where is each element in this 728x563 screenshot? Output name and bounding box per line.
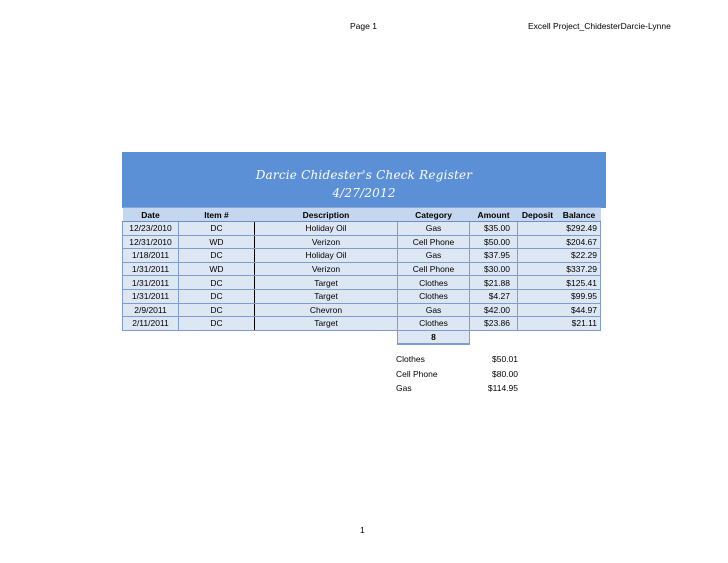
- cell-description: Target: [255, 317, 398, 331]
- table-row: [123, 222, 601, 236]
- page-header-right: Excell Project_ChidesterDarcie-Lynne: [528, 21, 671, 31]
- summary-row: [396, 369, 518, 384]
- cell-item: WD: [179, 262, 255, 276]
- cell-description: Target: [255, 276, 398, 290]
- cell-amount: $50.00: [470, 235, 518, 249]
- summary-row: [396, 383, 518, 398]
- summary-label: Gas: [396, 383, 412, 393]
- cell-category: Gas: [398, 249, 470, 263]
- check-register-table: [122, 207, 601, 345]
- summary-value: $114.95: [487, 383, 518, 393]
- cell-date: 1/31/2011: [123, 276, 179, 290]
- cell-item: WD: [179, 235, 255, 249]
- column-header-description: Description: [255, 208, 398, 222]
- cell-date: 1/31/2011: [123, 289, 179, 303]
- cell-balance: $99.95: [558, 289, 601, 303]
- cell-date: 12/31/2010: [123, 235, 179, 249]
- table-row: [123, 235, 601, 249]
- table-row: [123, 317, 601, 331]
- cell-item: DC: [179, 289, 255, 303]
- column-header-amount: Amount: [470, 208, 518, 222]
- cell-category: Clothes: [398, 276, 470, 290]
- cell-date: 1/18/2011: [123, 249, 179, 263]
- cell-description: Holiday Oil: [255, 222, 398, 236]
- category-summary: [396, 354, 518, 398]
- cell-balance: $204.67: [558, 235, 601, 249]
- cell-item: DC: [179, 222, 255, 236]
- cell-deposit: [518, 235, 558, 249]
- cell-date: 1/31/2011: [123, 262, 179, 276]
- cell-category: Clothes: [398, 317, 470, 331]
- summary-label: Clothes: [396, 354, 425, 364]
- column-header-deposit: Deposit: [518, 208, 558, 222]
- column-header-category: Category: [398, 208, 470, 222]
- page-header-left: Page 1: [350, 21, 377, 31]
- cell-balance: $44.97: [558, 303, 601, 317]
- cell-category: Clothes: [398, 289, 470, 303]
- cell-category: Cell Phone: [398, 235, 470, 249]
- cell-amount: $30.00: [470, 262, 518, 276]
- cell-amount: $35.00: [470, 222, 518, 236]
- cell-category: Gas: [398, 222, 470, 236]
- cell-description: Chevron: [255, 303, 398, 317]
- summary-row: [396, 354, 518, 369]
- register-title: Darcie Chidester's Check Register: [255, 168, 473, 182]
- cell-amount: $4.27: [470, 289, 518, 303]
- summary-label: Cell Phone: [396, 368, 438, 379]
- register-banner: [122, 152, 606, 208]
- table-header-row: [123, 208, 601, 222]
- cell-deposit: [518, 303, 558, 317]
- cell-item: DC: [179, 303, 255, 317]
- cell-description: Verizon: [255, 235, 398, 249]
- cell-balance: $292.49: [558, 222, 601, 236]
- cell-amount: $23.86: [470, 317, 518, 331]
- cell-item: DC: [179, 317, 255, 331]
- cell-category: Cell Phone: [398, 262, 470, 276]
- summary-value: $50.01: [492, 354, 518, 364]
- cell-item: DC: [179, 276, 255, 290]
- cell-date: 2/9/2011: [123, 303, 179, 317]
- cell-balance: $125.41: [558, 276, 601, 290]
- cell-description: Holiday Oil: [255, 249, 398, 263]
- cell-item: DC: [179, 249, 255, 263]
- table-row: [123, 262, 601, 276]
- column-header-item: Item #: [179, 208, 255, 222]
- cell-deposit: [518, 262, 558, 276]
- cell-amount: $21.88: [470, 276, 518, 290]
- cell-deposit: [518, 249, 558, 263]
- count-row: [123, 330, 601, 344]
- column-header-date: Date: [123, 208, 179, 222]
- page-number: 1: [360, 525, 365, 535]
- category-count-cell: 8: [398, 330, 470, 344]
- table-row: [123, 276, 601, 290]
- cell-date: 12/23/2010: [123, 222, 179, 236]
- cell-balance: $21.11: [558, 317, 601, 331]
- cell-amount: $37.95: [470, 249, 518, 263]
- register-date: 4/27/2012: [332, 186, 396, 200]
- table-row: [123, 289, 601, 303]
- cell-date: 2/11/2011: [123, 317, 179, 331]
- cell-deposit: [518, 276, 558, 290]
- summary-value: $80.00: [492, 368, 518, 379]
- cell-balance: $22.29: [558, 249, 601, 263]
- cell-category: Gas: [398, 303, 470, 317]
- cell-amount: $42.00: [470, 303, 518, 317]
- cell-balance: $337.29: [558, 262, 601, 276]
- cell-description: Verizon: [255, 262, 398, 276]
- cell-description: Target: [255, 289, 398, 303]
- table-row: [123, 249, 601, 263]
- cell-deposit: [518, 317, 558, 331]
- table-row: [123, 303, 601, 317]
- cell-deposit: [518, 222, 558, 236]
- column-header-balance: Balance: [558, 208, 601, 222]
- cell-deposit: [518, 289, 558, 303]
